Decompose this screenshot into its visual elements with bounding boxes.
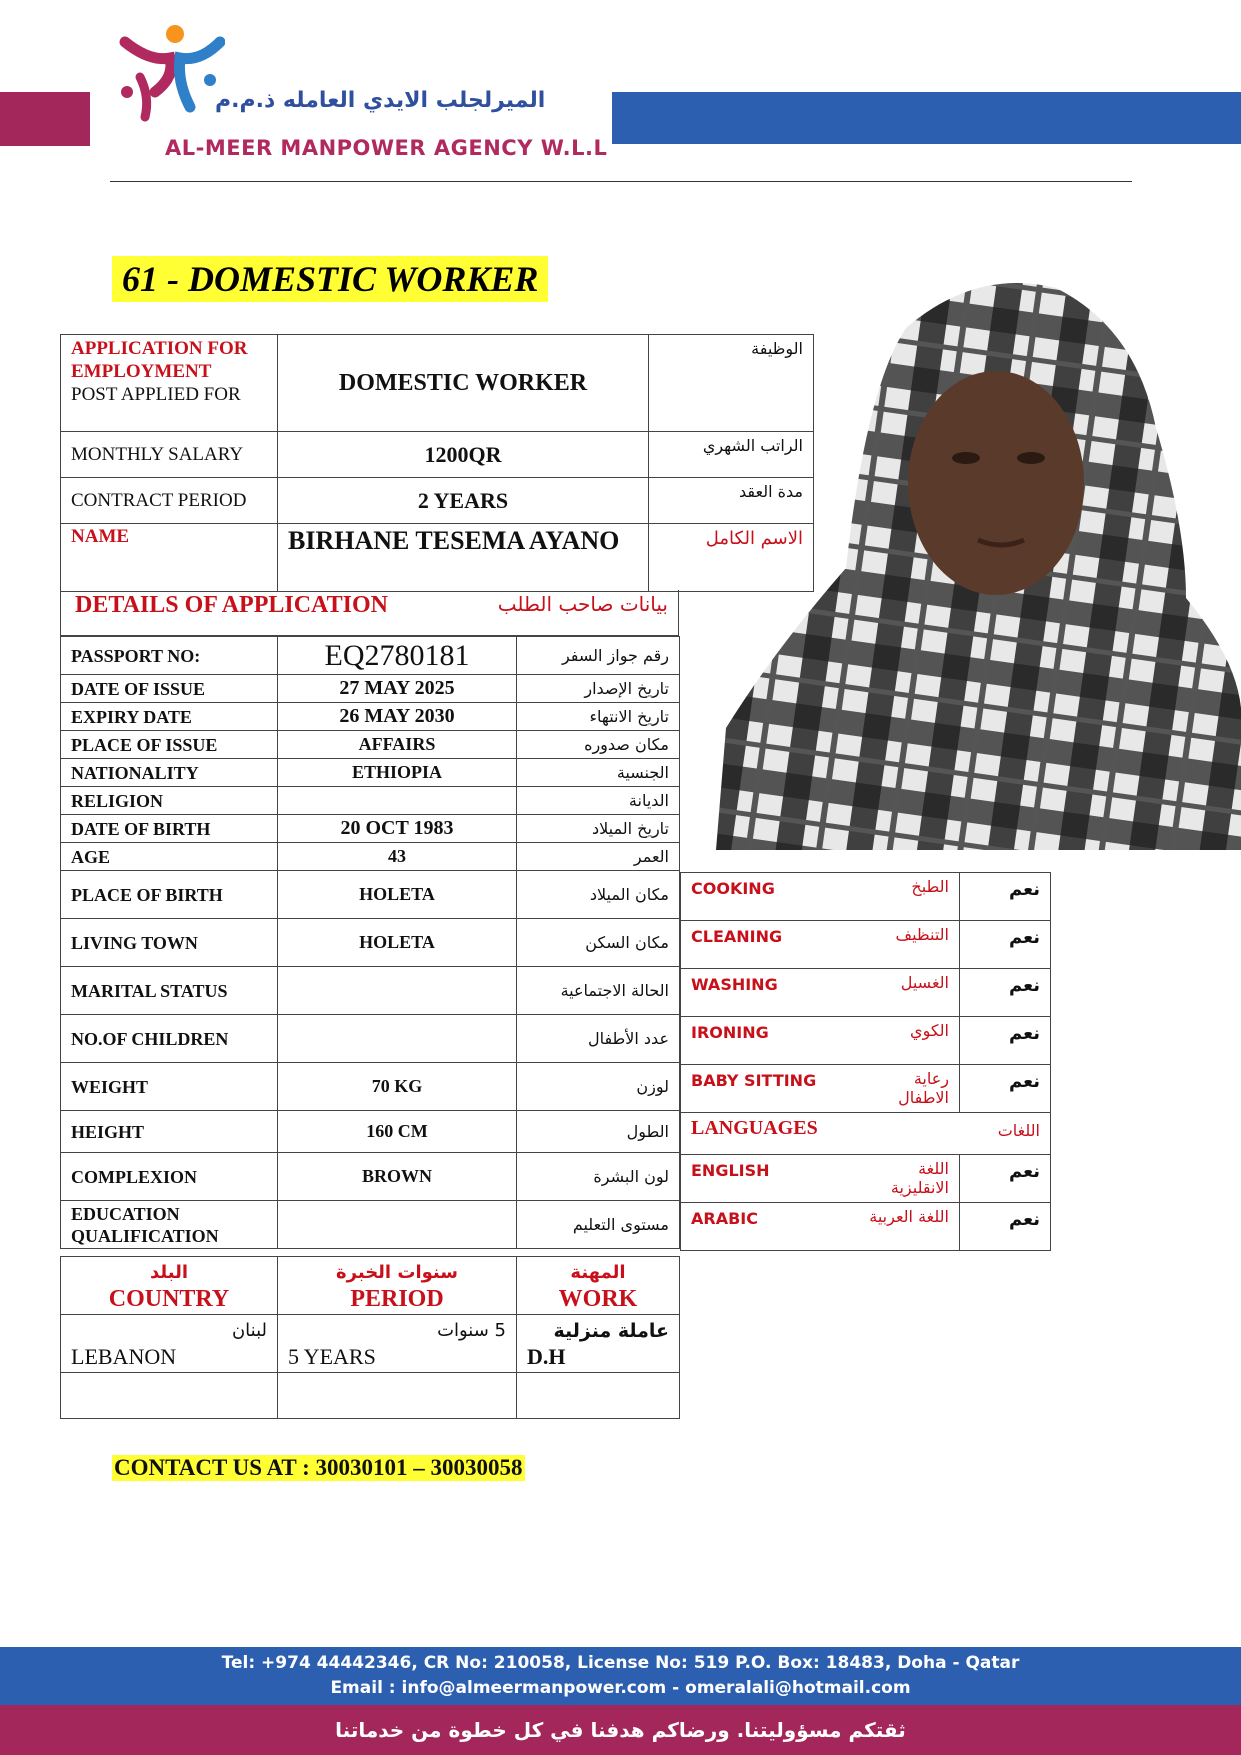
details-label: LIVING TOWN — [61, 919, 278, 967]
details-label: MARITAL STATUS — [61, 967, 278, 1015]
skill-row — [681, 969, 1051, 1017]
details-value — [278, 1015, 517, 1063]
details-row — [61, 967, 680, 1015]
details-row — [61, 843, 680, 871]
languages-heading-arabic: اللغات — [997, 1121, 1040, 1140]
details-row — [61, 1153, 680, 1201]
details-row — [61, 787, 680, 815]
monthly-salary-label: MONTHLY SALARY — [61, 432, 278, 478]
details-label: NATIONALITY — [61, 759, 278, 787]
details-value: HOLETA — [278, 919, 517, 967]
skill-row-arabic: التنظيف — [851, 921, 960, 969]
language-row — [681, 1155, 1051, 1203]
post-applied-value: DOMESTIC WORKER — [278, 335, 649, 432]
skill-row-english: CLEANING — [681, 921, 852, 969]
company-name-arabic: الميرلجلب الايدي العامله ذ.م.م — [215, 88, 546, 113]
skill-row-arabic: الكوي — [851, 1017, 960, 1065]
skill-row — [681, 1017, 1051, 1065]
details-value: HOLETA — [278, 871, 517, 919]
details-value: 20 OCT 1983 — [278, 815, 517, 843]
details-label: EDUCATION QUALIFICATION — [61, 1201, 278, 1249]
contract-period-arabic: مدة العقد — [649, 478, 814, 524]
skills-table — [680, 872, 1051, 1251]
experience-work-arabic: عاملة منزلية — [553, 1319, 669, 1342]
skill-row-yes: نعم — [960, 969, 1051, 1017]
details-heading-english: DETAILS OF APPLICATION — [75, 592, 388, 618]
details-row — [61, 815, 680, 843]
name-label: NAME — [61, 524, 278, 592]
experience-work: D.H — [527, 1343, 566, 1369]
skill-row-arabic: رعاية الاطفال — [851, 1065, 960, 1113]
skill-row-english: IRONING — [681, 1017, 852, 1065]
experience-row — [61, 1315, 680, 1373]
details-arabic-label: لوزن — [517, 1063, 680, 1111]
details-heading-box — [60, 590, 679, 636]
details-label: RELIGION — [61, 787, 278, 815]
skill-row — [681, 873, 1051, 921]
details-arabic-label: الجنسية — [517, 759, 680, 787]
language-row-english: ARABIC — [681, 1203, 852, 1251]
details-row — [61, 637, 680, 675]
details-arabic-label: العمر — [517, 843, 680, 871]
details-label: NO.OF CHILDREN — [61, 1015, 278, 1063]
application-table — [60, 334, 814, 592]
skill-row-english: WASHING — [681, 969, 852, 1017]
company-name-english: AL-MEER MANPOWER AGENCY W.L.L — [165, 136, 608, 160]
details-label: PASSPORT NO: — [61, 637, 278, 675]
skill-row-english: BABY SITTING — [681, 1065, 852, 1113]
skill-row — [681, 921, 1051, 969]
details-heading-arabic: بيانات صاحب الطلب — [497, 592, 668, 616]
skill-row-yes: نعم — [960, 921, 1051, 969]
details-label: DATE OF ISSUE — [61, 675, 278, 703]
language-row-english: ENGLISH — [681, 1155, 852, 1203]
details-table — [60, 636, 680, 1249]
details-row — [61, 1015, 680, 1063]
skill-row — [681, 1065, 1051, 1113]
details-label: PLACE OF ISSUE — [61, 731, 278, 759]
application-for-employment-label: APPLICATION FOR EMPLOYMENT — [71, 338, 248, 382]
experience-country-header: البلد COUNTRY — [61, 1257, 278, 1315]
details-value — [278, 787, 517, 815]
skill-row-yes: نعم — [960, 873, 1051, 921]
details-arabic-label: لون البشرة — [517, 1153, 680, 1201]
details-label: EXPIRY DATE — [61, 703, 278, 731]
details-row — [61, 759, 680, 787]
details-value: 27 MAY 2025 — [278, 675, 517, 703]
details-arabic-label: تاريخ الميلاد — [517, 815, 680, 843]
contract-period-value: 2 YEARS — [278, 478, 649, 524]
skill-row-english: COOKING — [681, 873, 852, 921]
experience-period-header: سنوات الخبرة PERIOD — [278, 1257, 517, 1315]
experience-empty-row — [61, 1373, 680, 1419]
monthly-salary-value: 1200QR — [278, 432, 649, 478]
details-arabic-label: رقم جواز السفر — [517, 637, 680, 675]
page-title: 61 - DOMESTIC WORKER — [112, 256, 548, 302]
header-bar-left — [0, 92, 90, 146]
experience-table — [60, 1256, 680, 1419]
details-value: BROWN — [278, 1153, 517, 1201]
details-value — [278, 967, 517, 1015]
details-arabic-label: مستوى التعليم — [517, 1201, 680, 1249]
details-arabic-label: الديانة — [517, 787, 680, 815]
name-arabic: الاسم الكامل — [649, 524, 814, 592]
language-row-arabic: اللغة العربية — [851, 1203, 960, 1251]
details-arabic-label: مكان الميلاد — [517, 871, 680, 919]
details-arabic-label: الطول — [517, 1111, 680, 1153]
details-value: AFFAIRS — [278, 731, 517, 759]
skill-row-arabic: الغسيل — [851, 969, 960, 1017]
experience-country: LEBANON — [71, 1343, 177, 1369]
footer-slogan: ثقتكم مسؤوليتنا. ورضاكم هدفنا في كل خطوة من خدماتنا — [0, 1705, 1241, 1755]
details-value: 70 KG — [278, 1063, 517, 1111]
details-value: EQ2780181 — [278, 637, 517, 675]
details-label: DATE OF BIRTH — [61, 815, 278, 843]
details-value: ETHIOPIA — [278, 759, 517, 787]
footer-line-1: Tel: +974 44442346, CR No: 210058, License No: 519 P.O. Box: 18483, Doha - Qatar — [221, 1653, 1020, 1673]
experience-work-header: المهنة WORK — [517, 1257, 680, 1315]
experience-period: 5 YEARS — [288, 1343, 376, 1369]
post-applied-arabic: الوظيفة — [649, 335, 814, 432]
details-value: 26 MAY 2030 — [278, 703, 517, 731]
details-row — [61, 919, 680, 967]
details-label: WEIGHT — [61, 1063, 278, 1111]
experience-period-arabic: 5 سنوات — [437, 1319, 506, 1341]
details-arabic-label: تاريخ الانتهاء — [517, 703, 680, 731]
header-divider — [110, 181, 1132, 182]
contract-period-label: CONTRACT PERIOD — [61, 478, 278, 524]
details-label: PLACE OF BIRTH — [61, 871, 278, 919]
details-arabic-label: عدد الأطفال — [517, 1015, 680, 1063]
details-arabic-label: مكان صدوره — [517, 731, 680, 759]
post-applied-label: POST APPLIED FOR — [71, 384, 241, 405]
language-row-arabic: اللغة الانقليزية — [851, 1155, 960, 1203]
language-row — [681, 1203, 1051, 1251]
header-bar-right — [612, 92, 1241, 144]
company-logo-icon — [115, 22, 225, 132]
contact-line: CONTACT US AT : 30030101 – 30030058 — [114, 1455, 523, 1480]
skill-row-yes: نعم — [960, 1017, 1051, 1065]
language-row-yes: نعم — [960, 1155, 1051, 1203]
skill-row-arabic: الطبخ — [851, 873, 960, 921]
experience-country-arabic: لبنان — [231, 1319, 267, 1341]
details-label: HEIGHT — [61, 1111, 278, 1153]
details-row — [61, 675, 680, 703]
details-label: COMPLEXION — [61, 1153, 278, 1201]
details-row — [61, 1111, 680, 1153]
details-arabic-label: مكان السكن — [517, 919, 680, 967]
languages-heading-row — [681, 1113, 1051, 1155]
languages-heading-english: LANGUAGES — [691, 1117, 818, 1139]
details-row — [61, 703, 680, 731]
details-row — [61, 731, 680, 759]
details-label: AGE — [61, 843, 278, 871]
footer-info — [0, 1647, 1241, 1705]
monthly-salary-arabic: الراتب الشهري — [649, 432, 814, 478]
details-row — [61, 1063, 680, 1111]
details-value: 160 CM — [278, 1111, 517, 1153]
details-arabic-label: الحالة الاجتماعية — [517, 967, 680, 1015]
language-row-yes: نعم — [960, 1203, 1051, 1251]
skill-row-yes: نعم — [960, 1065, 1051, 1113]
details-value: 43 — [278, 843, 517, 871]
footer-line-2: Email : info@almeermanpower.com - omeralali@hotmail.com — [330, 1678, 911, 1698]
name-value: BIRHANE TESEMA AYANO — [278, 524, 649, 592]
details-row — [61, 1201, 680, 1249]
details-value — [278, 1201, 517, 1249]
details-row — [61, 871, 680, 919]
details-arabic-label: تاريخ الإصدار — [517, 675, 680, 703]
